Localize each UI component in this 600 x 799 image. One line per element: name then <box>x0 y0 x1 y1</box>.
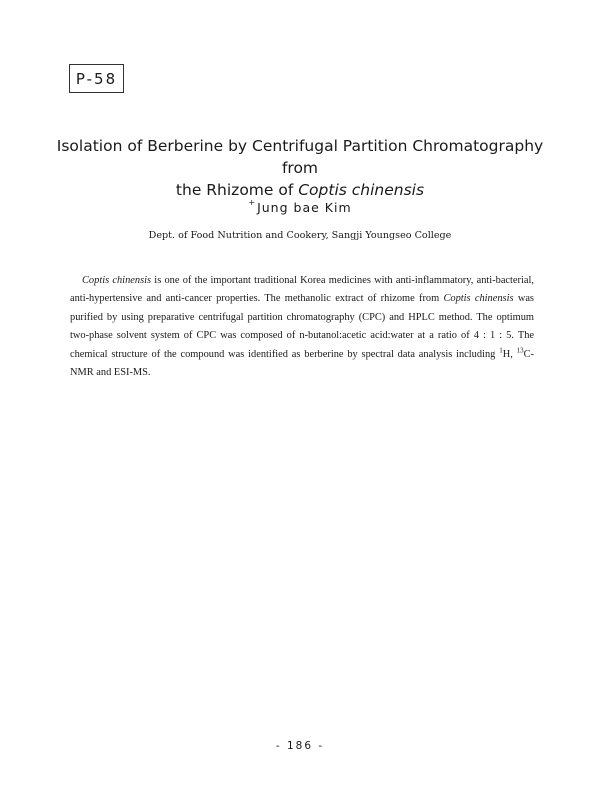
abstract-text-4: C-NMR and ESI-MS. <box>70 348 535 379</box>
abstract-text-2: was purified by using preparative centrifugal partition chromatography (CPC) and HPLC method. The optimum two-phase solvent system of CPC was composed of n-butanol:acetic acid:water at a ratio of 4 : 1 : 5. The chemical structure of the compound was identified as berberine by spectral data analysis including <box>70 293 534 360</box>
title-line1: Isolation of Berberine by Centrifugal Partition Chromatography from <box>56 137 544 177</box>
abstract-species-2: Coptis chinensis <box>443 293 514 305</box>
corresponding-marker: + <box>248 198 257 207</box>
abstract-species-1: Coptis chinensis <box>82 275 152 286</box>
affiliation: Dept. of Food Nutrition and Cookery, Sangji Youngseo College <box>148 230 452 241</box>
title-line2-italic: Coptis chinensis <box>298 181 425 199</box>
abstract <box>70 272 534 382</box>
abstract-text-1: is one of the important traditional Korea medicines with anti-inflammatory, anti-bacterial, anti-hypertensive and anti-cancer properties. The methanolic extract of rhizome from <box>70 275 534 305</box>
abstract-sup-1: 1 <box>499 346 503 355</box>
page-number: - 186 - <box>275 740 325 752</box>
abstract-sup-13: 13 <box>516 346 524 355</box>
paper-title <box>40 135 560 201</box>
author-name: Jung bae Kim <box>257 200 352 216</box>
author <box>0 200 600 215</box>
poster-id: P-58 <box>75 69 118 88</box>
poster-id-box <box>69 64 124 93</box>
abstract-text-3: H, <box>502 348 517 360</box>
title-line2-prefix: the Rhizome of <box>175 181 299 199</box>
